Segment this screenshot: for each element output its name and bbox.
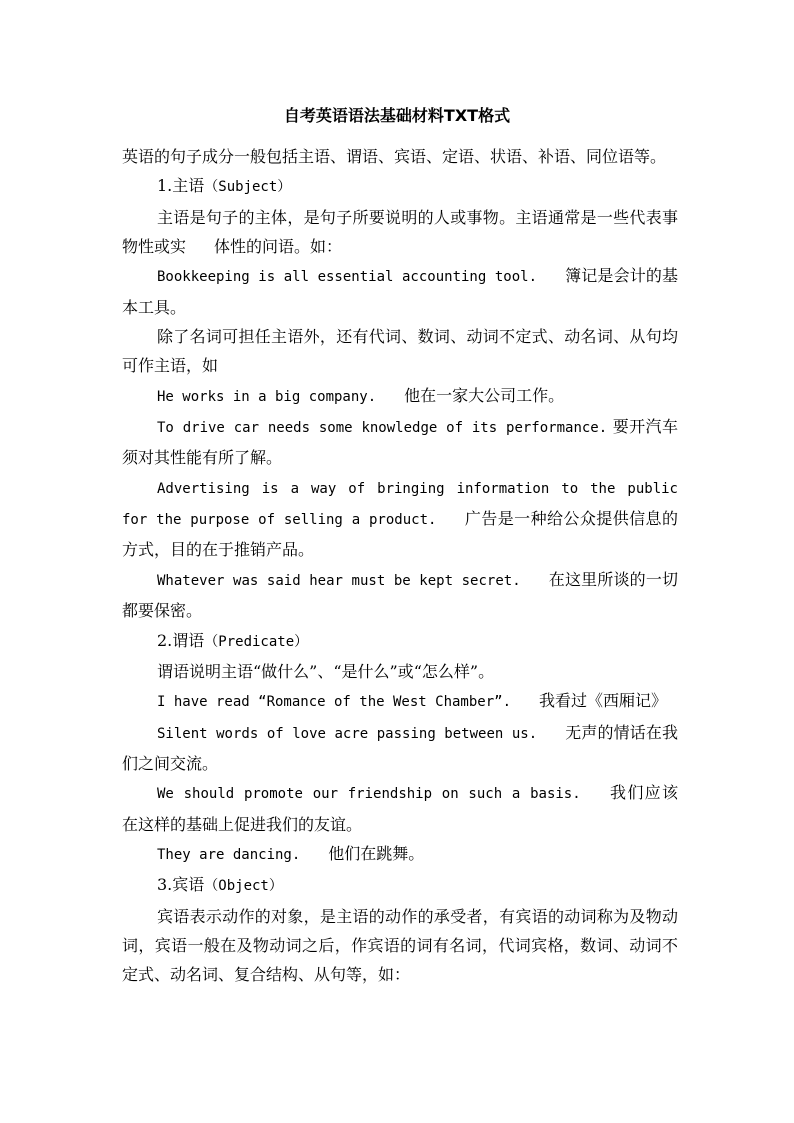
paragraph — [122, 381, 678, 412]
chinese-text: 3.宾语 — [157, 875, 205, 895]
english-text: He works in a big company. — [157, 388, 377, 405]
paragraph — [122, 718, 678, 779]
chinese-text: 1.主语 — [157, 176, 205, 196]
paragraph — [122, 686, 678, 717]
english-text: We should promote our friendship on such a basis. — [157, 786, 581, 803]
paragraph — [122, 171, 678, 202]
paragraph — [122, 322, 678, 381]
chinese-text: 英语的句子成分一般包括主语、谓语、宾语、定语、状语、补语、同位语等。 — [122, 147, 667, 166]
english-text: （Subject） — [204, 179, 292, 196]
chinese-text: 在这里所谈的一切都要保密。 — [122, 569, 678, 621]
document-title: 自考英语语法基础材料TXT格式 — [283, 106, 511, 125]
english-text: Silent words of love acre passing between us. — [157, 725, 538, 742]
english-text: Bookkeeping is all essential accounting tool. — [157, 269, 537, 286]
chinese-text: 他们在跳舞。 — [328, 843, 425, 863]
paragraph — [122, 142, 678, 171]
paragraph — [122, 261, 678, 322]
chinese-text: 谓语说明主语“做什么”、“是什么”或“怎么样”。 — [157, 661, 495, 681]
chinese-text: 除了名词可担任主语外，还有代词、数词、动词不定式、动名词、从句均可作主语，如 — [122, 327, 678, 376]
chinese-text: 要开汽车须对其性能有所了解。 — [122, 417, 678, 468]
english-text: （Object） — [204, 878, 283, 895]
paragraph — [122, 870, 678, 901]
chinese-text: 无声的情话在我们之间交流。 — [122, 722, 678, 773]
paragraph — [122, 203, 678, 262]
paragraph — [122, 902, 678, 990]
paragraph — [122, 626, 678, 657]
chinese-text: 主语是句子的主体，是句子所要说明的人或事物。主语通常是一些代表事物性或实 — [122, 207, 678, 257]
chinese-text: 他在一家大公司工作。 — [404, 385, 565, 405]
english-text: They are dancing. — [157, 846, 301, 863]
paragraph — [122, 839, 678, 870]
chinese-text: 宾语表示动作的对象，是主语的动作的承受者，有宾语的动词称为及物动词，宾语一般在及物动词之后，作宾语的词有名词，代词宾格，数词、动词不定式、动名词、复合结构、从句等，如： — [122, 906, 678, 985]
paragraph — [122, 565, 678, 626]
paragraph — [122, 657, 678, 686]
chinese-text: 簿记是会计的基本工具。 — [122, 266, 678, 317]
english-text: （Predicate） — [204, 633, 309, 650]
english-text: Advertising is a way of bringing information to the public for the purpose of selling a product. — [122, 480, 678, 529]
chinese-text: 体性的问语。如： — [214, 237, 343, 257]
english-text: Whatever was said hear must be kept secret. — [157, 572, 521, 589]
chinese-text: 我们应该在这样的基础上促进我们的友谊。 — [122, 783, 678, 834]
chinese-text: 我看过《西厢记》 — [539, 691, 668, 711]
paragraph — [122, 412, 678, 473]
chinese-text: 2.谓语 — [157, 630, 205, 650]
document-body — [122, 142, 678, 990]
paragraph — [122, 778, 678, 839]
chinese-text: 广告是一种给公众提供信息的方式，目的在于推销产品。 — [122, 509, 678, 560]
english-text: To drive car needs some knowledge of its performance. — [157, 420, 608, 437]
paragraph — [122, 473, 678, 565]
english-text: I have read “Romance of the West Chamber”. — [157, 694, 512, 711]
